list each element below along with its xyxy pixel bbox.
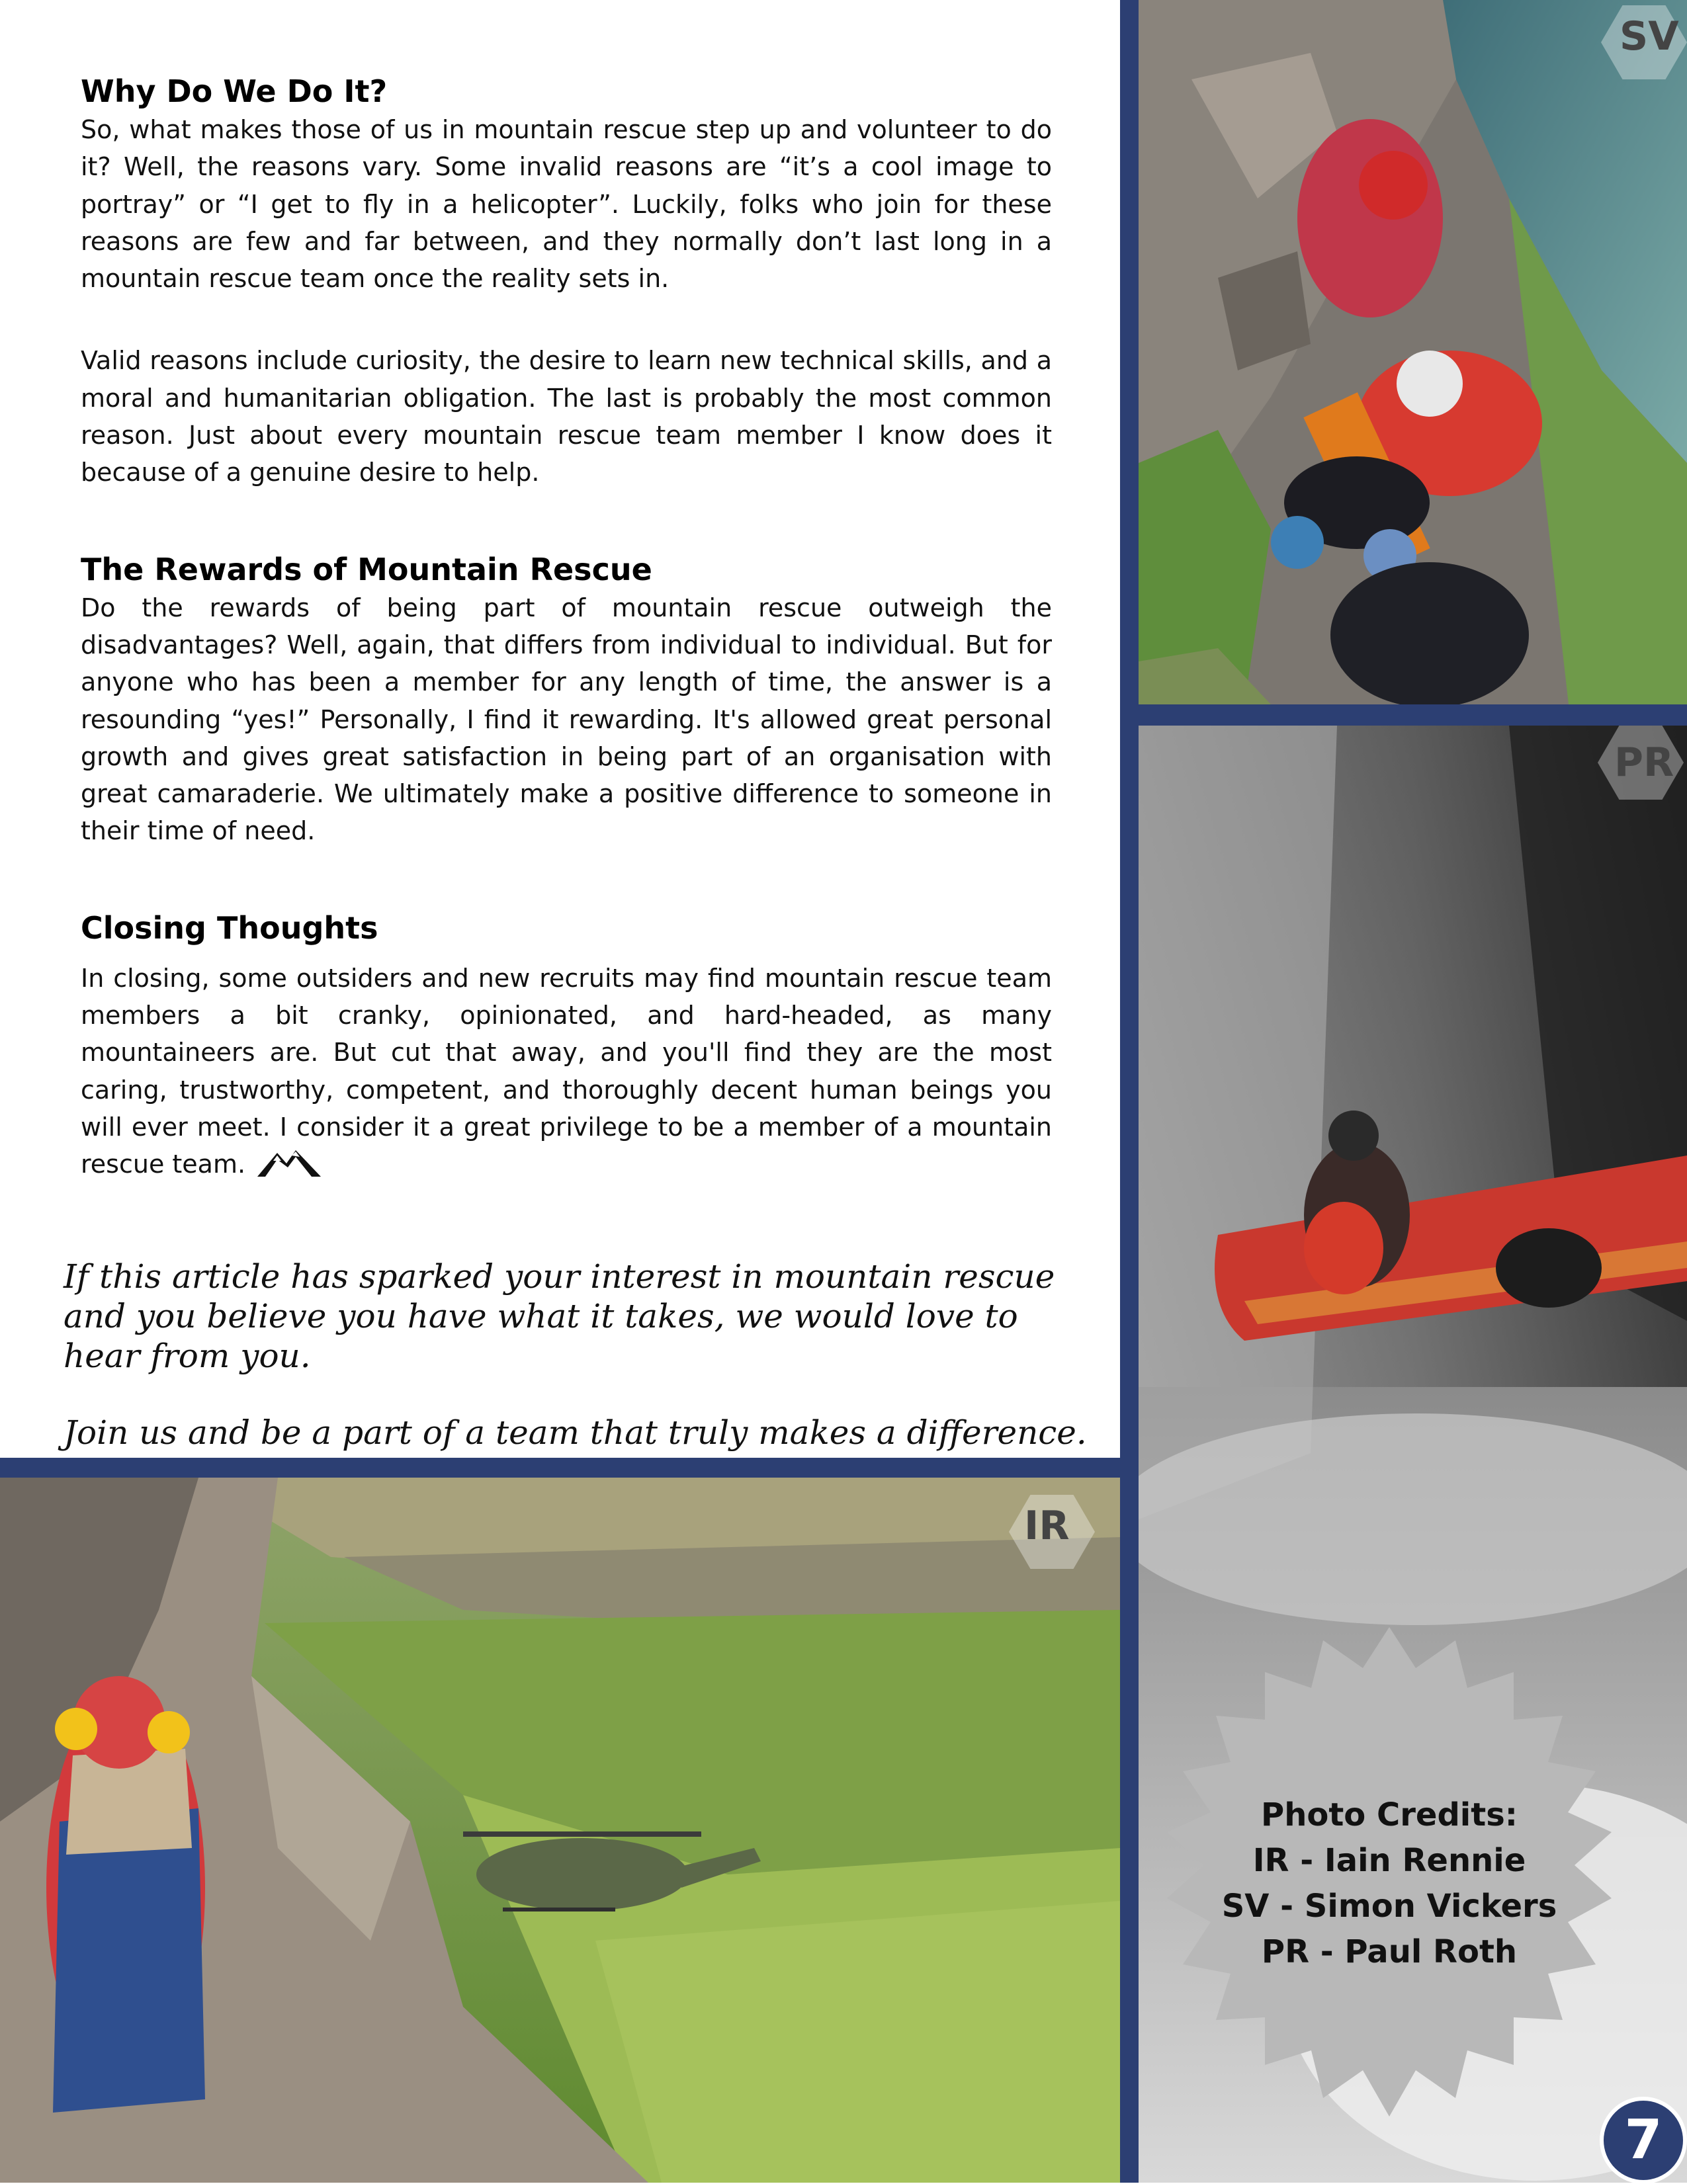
paragraph: Valid reasons include curiosity, the desire to learn new technical skills, and a moral and humanitarian obligation. The last is probably the most common reason. Just about every mountain rescue team member I know does it because of a genuine desire to help. xyxy=(81,346,1052,487)
article-body xyxy=(81,71,1052,1183)
credits-text xyxy=(1151,1792,1627,1975)
photo-tag-sv: SV xyxy=(1620,13,1679,60)
page-number-badge: 7 xyxy=(1600,2097,1687,2184)
paragraph-text: In closing, some outsiders and new recruits may find mountain rescue team members a bit cranky, opinionated, and hard-headed, as many mountaineers are. But cut that away, and you'll find they are the most caring, trustworthy, competent, and thoroughly decent human beings you will ever meet. I consider it a great privilege to be a member of a mountain rescue team. xyxy=(81,963,1052,1179)
photo-tag-ir: IR xyxy=(1024,1503,1070,1549)
section-heading: Why Do We Do It? xyxy=(81,73,388,109)
paragraph: Do the rewards of being part of mountain rescue outweigh the disadvantages? Well, again, that differs from individual to individual. But for anyone who has been a member for any length of time, the answer is a resounding “yes!” Personally, I find it rewarding. It's allowed great personal growth and gives great satisfaction in being part of an organisation with great camaraderie. We ultimately make a positive difference to someone in their time of need. xyxy=(81,593,1052,846)
photo-valley-helicopter xyxy=(0,1478,1120,2183)
frame-vertical-bar xyxy=(1120,0,1139,2183)
paragraph xyxy=(81,960,1052,1183)
mountain-peaks-icon xyxy=(256,1149,322,1178)
paragraph: So, what makes those of us in mountain rescue step up and volunteer to do it? Well, the reasons vary. Some invalid reasons are “it’s a cool image to portray” or “I get to fly in a helicopter”. Luckily, folks who join for these reasons are few and far between, and they normally don’t last long in a mountain rescue team once the reality sets in. xyxy=(81,115,1052,294)
call-to-action xyxy=(64,1257,1096,1452)
photo-tag-pr: PR xyxy=(1614,739,1674,786)
section-rewards xyxy=(81,550,1052,850)
credit-line: PR - Paul Roth xyxy=(1261,1933,1518,1970)
cta-line-1: If this article has sparked your interest in mountain rescue and you believe you have what it takes, we would love to hear from you. xyxy=(64,1257,1055,1375)
section-heading: The Rewards of Mountain Rescue xyxy=(81,551,652,587)
cta-line-2: Join us and be a part of a team that truly makes a difference. xyxy=(64,1413,1087,1452)
section-why xyxy=(81,71,1052,491)
photo-credits-badge xyxy=(1151,1627,1627,2130)
frame-horizontal-bar-right xyxy=(1135,704,1687,726)
photo-cliff-rescue xyxy=(1139,0,1687,704)
section-closing xyxy=(81,908,1052,1183)
credit-line: SV - Simon Vickers xyxy=(1221,1888,1557,1925)
credits-title: Photo Credits: xyxy=(1261,1796,1518,1833)
frame-horizontal-bar-left xyxy=(0,1458,1125,1478)
credit-line: IR - Iain Rennie xyxy=(1252,1842,1526,1879)
section-heading: Closing Thoughts xyxy=(81,909,378,946)
